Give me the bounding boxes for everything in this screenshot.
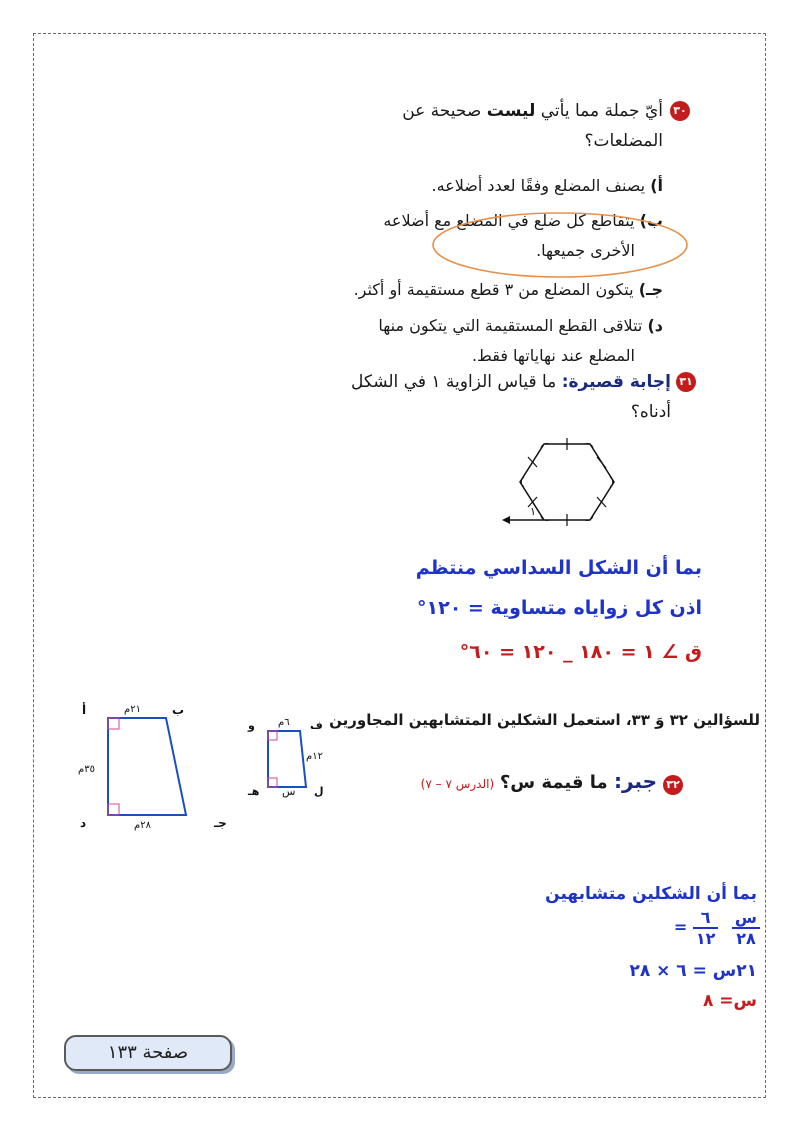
small-v-tl: ف [310, 719, 323, 732]
big-v-tr: أ [82, 703, 87, 717]
q32-solution-line4: س= ٨ [702, 991, 757, 1011]
q31-line2: أدناه؟ [630, 402, 671, 422]
fraction-right: $\frac{٦}{١٢}$ [693, 908, 719, 948]
big-v-bl: جـ [214, 816, 227, 830]
q30-option-c [263, 276, 663, 304]
q32-label: جبر: [613, 769, 657, 793]
q32-line [257, 769, 657, 793]
small-v-bl: ل [314, 785, 324, 798]
q31-solution-line1: بما أن الشكل السداسي منتظم [415, 557, 702, 579]
big-v-tl: ب [172, 703, 185, 717]
q32-lesson-ref: (الدرس ٧ – ٧) [420, 777, 495, 791]
small-bottom-len: س [282, 785, 296, 798]
q32-badge: ٣٢ [663, 775, 683, 795]
option-key: ب) [639, 211, 663, 230]
q30-badge: ٣٠ [670, 101, 690, 121]
q31-line1 [271, 367, 671, 397]
page-number-badge: صفحة ١٣٣ [64, 1035, 232, 1071]
equals-sign: = [673, 917, 688, 937]
q31-text: ما قياس الزاوية ١ في الشكل [350, 372, 562, 392]
option-key: د) [647, 316, 663, 335]
q31-label: إجابة قصيرة: [561, 372, 671, 392]
big-bottom-len: ٢٨م [134, 820, 151, 831]
q30-text-pre: أيّ جملة مما يأتي [535, 101, 663, 121]
fraction-left: $\frac{\text{س}}{٢٨}$ [732, 908, 760, 948]
q30-option-a [303, 172, 663, 200]
q30-line2: المضلعات؟ [584, 131, 663, 151]
q32-solution-line1: بما أن الشكلين متشابهين [545, 884, 757, 904]
q30-text-bold: ليست [486, 101, 536, 121]
option-text: تتلاقى القطع المستقيمة التي يتكون منها [378, 316, 643, 335]
q30-text-post: صحيحة عن [402, 101, 487, 121]
big-shape [70, 700, 240, 830]
option-text: يتكون المضلع من ٣ قطع مستقيمة أو أكثر. [353, 280, 634, 299]
answer-ellipse [430, 210, 690, 280]
small-side-len: ١٢م [306, 751, 323, 762]
q32-solution-line3: ٢١س = ٦ × ٢٨ [629, 961, 757, 981]
q31-badge: ٣١ [676, 372, 696, 392]
big-top-len: ٢١م [124, 704, 141, 715]
big-side-len: ٣٥م [78, 764, 95, 775]
q31-solution-line2: اذن كل زواياه متساوية = ١٢٠° [417, 597, 702, 619]
q32-intro: للسؤالين ٣٢ وَ ٣٣، استعمل الشكلين المتشابهين المجاورين [329, 711, 760, 729]
hexagon-figure [500, 435, 630, 535]
small-v-tr: و [248, 719, 255, 732]
angle-1-label: ١ [530, 505, 536, 518]
q31-solution-line3: ق ∠ ١ = ١٨٠ _ ١٢٠ = ٦٠° [459, 641, 702, 663]
small-top-len: ٦م [278, 717, 290, 728]
option-key: جـ) [638, 280, 663, 299]
q30-option-d [263, 312, 663, 340]
option-text: يتقاطع كل ضلع في المضلع مع أضلاعه [383, 211, 635, 230]
option-key: أ) [650, 176, 663, 195]
option-text: يصنف المضلع وفقًا لعدد أضلاعه. [431, 176, 646, 195]
small-v-br: هـ [248, 785, 260, 798]
q30-option-d-line2: المضلع عند نهاياتها فقط. [471, 346, 635, 365]
big-trapezoid [108, 718, 186, 815]
q30-option-b-line2: الأخرى جميعها. [536, 241, 635, 260]
q30-line1 [263, 96, 663, 126]
q32-text: ما قيمة س؟ [499, 772, 614, 793]
big-v-br: د [80, 816, 87, 830]
q32-proportion [620, 908, 760, 948]
